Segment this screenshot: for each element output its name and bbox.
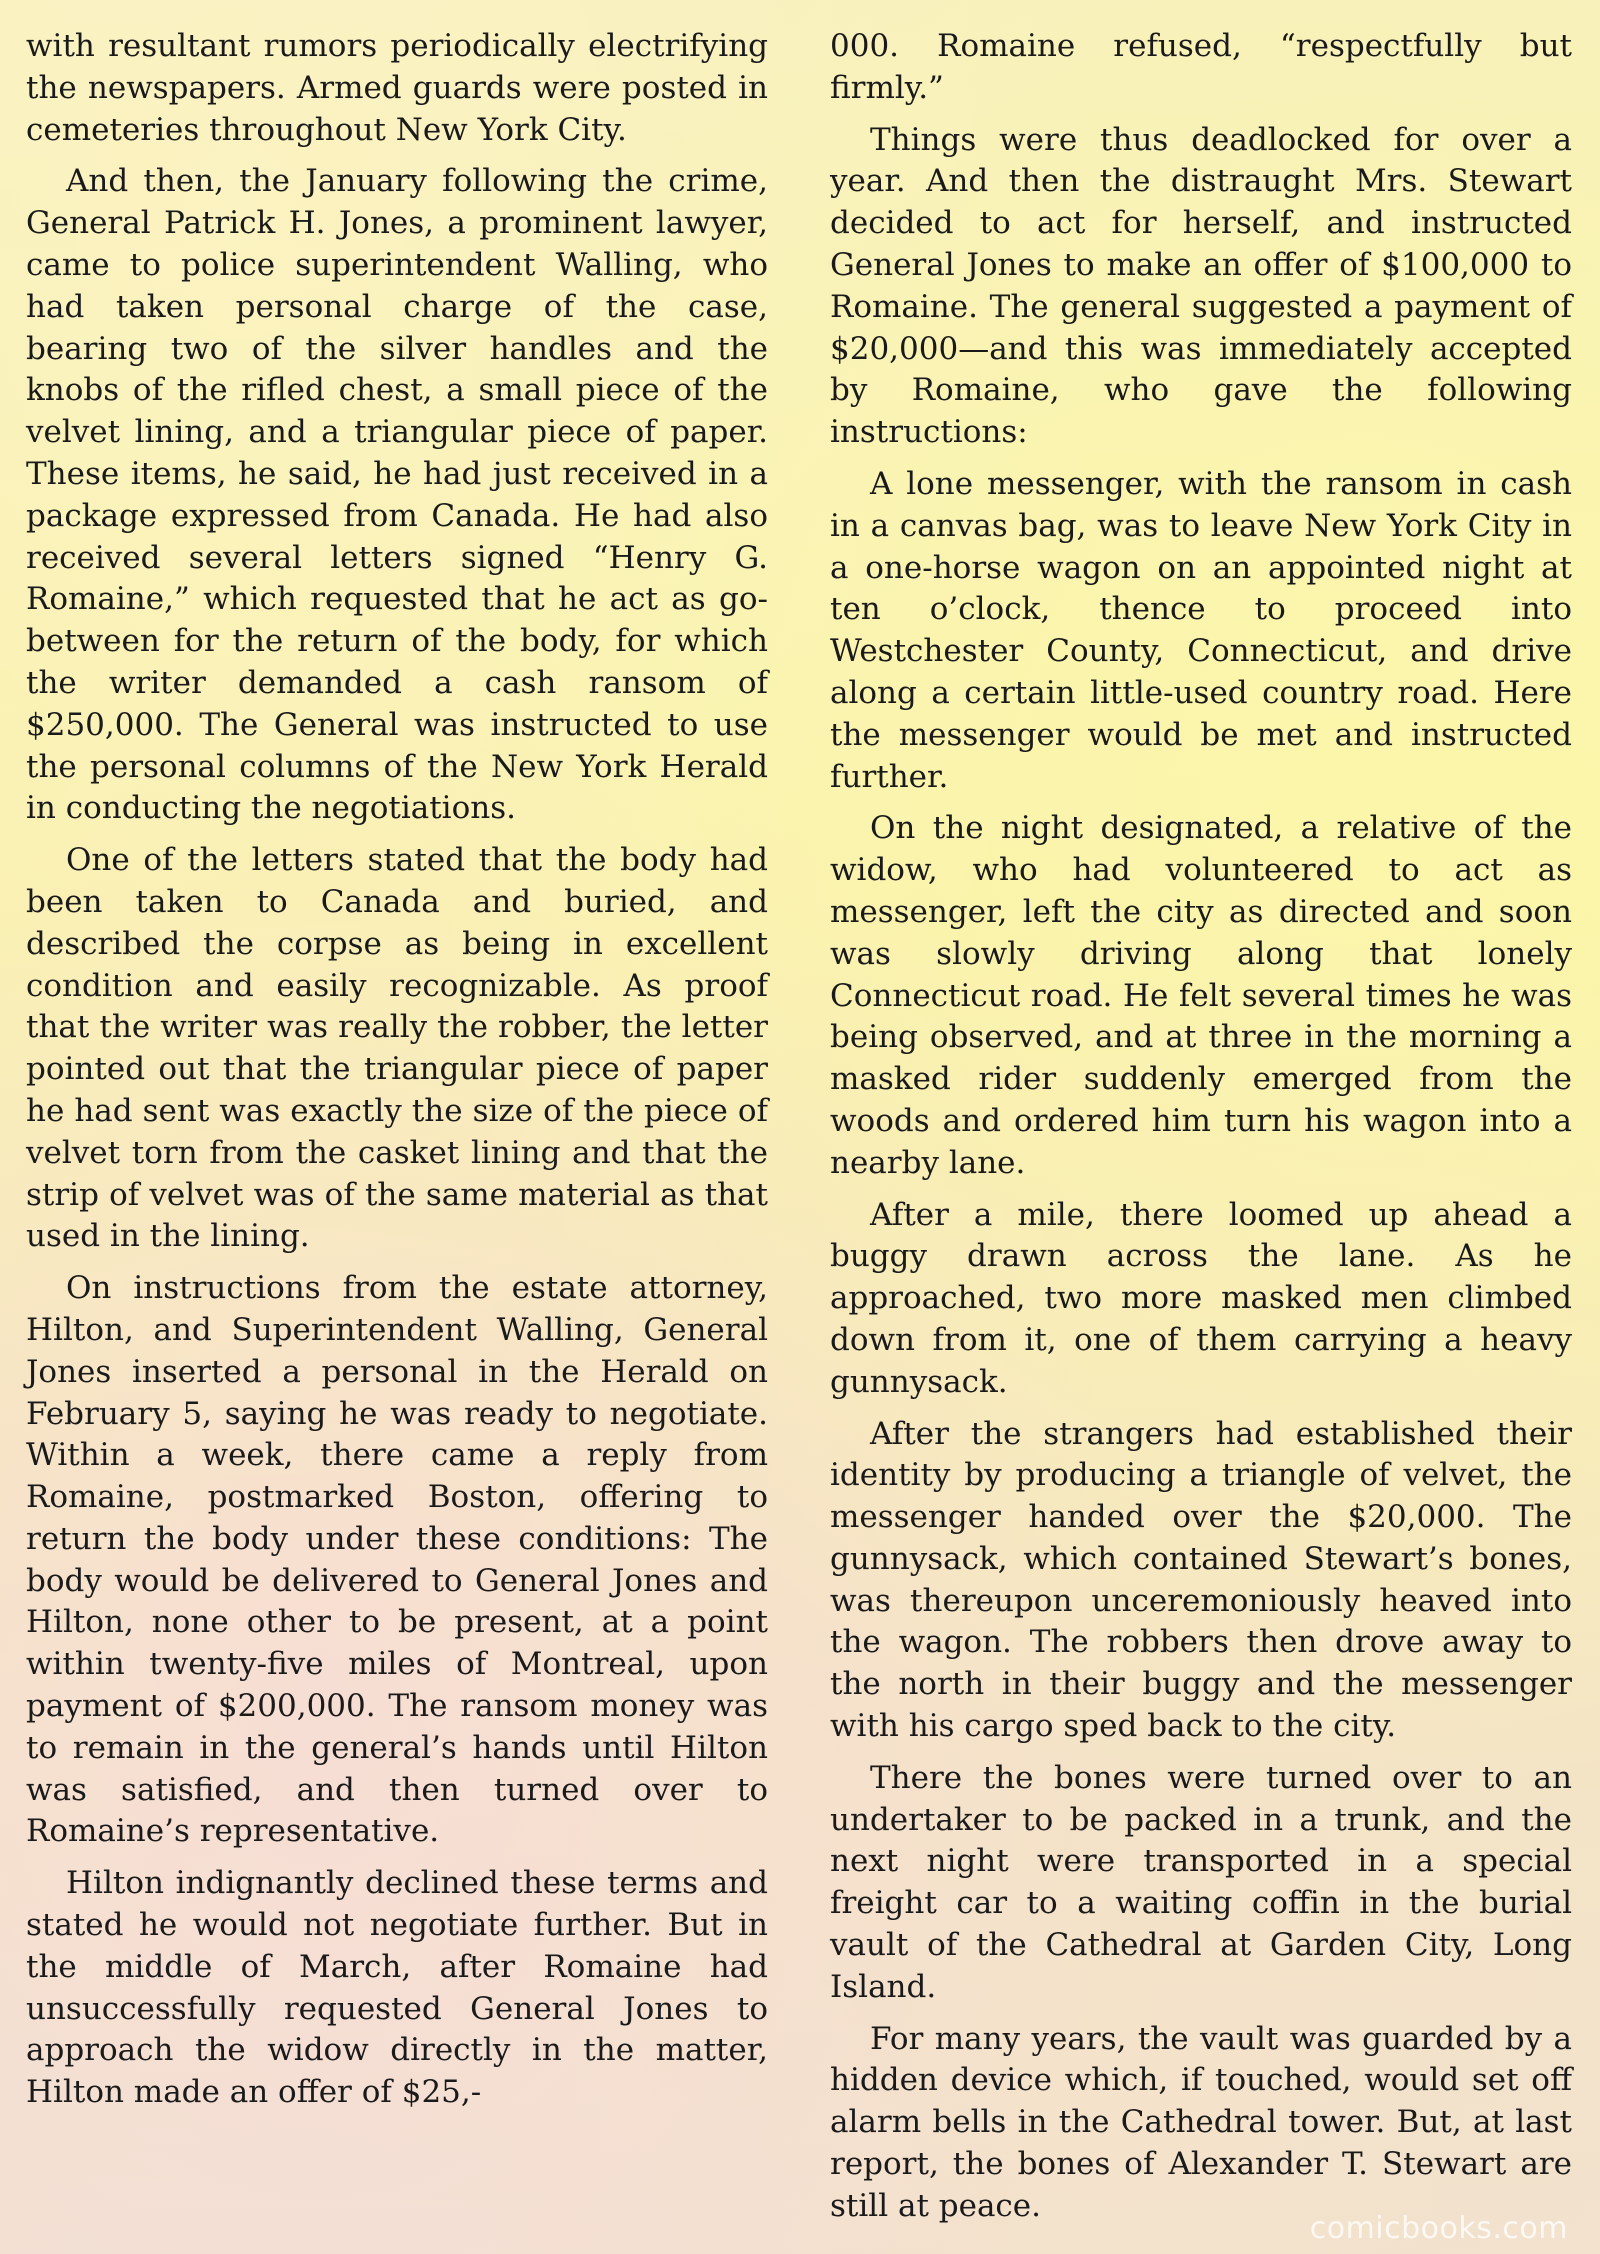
watermark: comicbooks.com xyxy=(1309,2211,1568,2246)
paragraph: After a mile, there loomed up ahead a buggy drawn across the lane. As he approached, two more masked men climbed down from it, one of them carrying a heavy gunnysack. xyxy=(830,1196,1572,1400)
left-column xyxy=(26,26,768,2114)
paragraph: There the bones were turned over to an undertaker to be packed in a trunk, and the next night were transported in a special freight car to a waiting coffin in the burial vault of the Cathedral at Garden City, Long Island. xyxy=(830,1759,1572,2005)
paragraph: Things were thus deadlocked for over a year. And then the distraught Mrs. Stewart decided to act for herself, and instructed General Jones to make an offer of $100,000 to Romaine. The general suggested a payment of $20,000—and this was immediately accepted by Romaine, who gave the following instructions: xyxy=(830,121,1572,451)
paragraph: with resultant rumors periodically electrifying the newspapers. Armed guards were posted in cemeteries throughout New York City. xyxy=(26,28,768,148)
paragraph: Hilton indignantly declined these terms and stated he would not negotiate further. But in the middle of March, after Romaine had unsuccessfully requested General Jones to approach the widow directly in the matter, Hilton made an offer of $25,- xyxy=(26,1865,768,2111)
paragraph: 000. Romaine refused, “respectfully but firmly.” xyxy=(830,28,1572,106)
paragraph: For many years, the vault was guarded by a hidden device which, if touched, would set off alarm bells in the Cathedral tower. But, at last report, the bones of Alexander T. Stewart are still at peace. xyxy=(830,2020,1572,2224)
paragraph: On the night designated, a relative of the widow, who had volunteered to act as messenger, left the city as directed and soon was slowly driving along that lonely Connecticut road. He felt several times he was being observed, and at three in the morning a masked rider suddenly emerged from the woods and ordered him turn his wagon into a nearby lane. xyxy=(830,810,1572,1181)
paragraph: And then, the January following the crime, General Patrick H. Jones, a prominent lawyer, came to police superintendent Walling, who had taken personal charge of the case, bearing two of the silver handles and the knobs of the rifled chest, a small piece of the velvet lining, and a triangular piece of paper. These items, he said, he had just received in a package expressed from Canada. He had also received several letters signed “Henry G. Romaine,” which requested that he act as go-between for the return of the body, for which the writer demanded a cash ransom of $250,000. The General was instructed to use the personal columns of the New York Herald in conducting the negotiations. xyxy=(26,163,768,827)
paragraph: One of the letters stated that the body had been taken to Canada and buried, and described the corpse as being in excellent condition and easily recognizable. As proof that the writer was really the robber, the letter pointed out that the triangular piece of paper he had sent was exactly the size of the piece of velvet torn from the casket lining and that the strip of velvet was of the same material as that used in the lining. xyxy=(26,842,768,1255)
right-column xyxy=(830,26,1572,2228)
paragraph: On instructions from the estate attorney, Hilton, and Superintendent Walling, General Jones inserted a personal in the Herald on February 5, saying he was ready to negotiate. Within a week, there came a reply from Romaine, postmarked Boston, offering to return the body under these conditions: The body would be delivered to General Jones and Hilton, none other to be present, at a point within twenty-five miles of Montreal, upon payment of $200,000. The ransom money was to remain in the general’s hands until Hilton was satisfied, and then turned over to Romaine’s representative. xyxy=(26,1270,768,1850)
paragraph: A lone messenger, with the ransom in cash in a canvas bag, was to leave New York City in a one-horse wagon on an appointed night at ten o’clock, thence to proceed into Westchester County, Connecticut, and drive along a certain little-used country road. Here the messenger would be met and instructed further. xyxy=(830,465,1572,795)
paragraph: After the strangers had established their identity by producing a triangle of velvet, the messenger handed over the $20,000. The gunnysack, which contained Stewart’s bones, was thereupon unceremoniously heaved into the wagon. The robbers then drove away to the north in their buggy and the messenger with his cargo sped back to the city. xyxy=(830,1415,1572,1745)
